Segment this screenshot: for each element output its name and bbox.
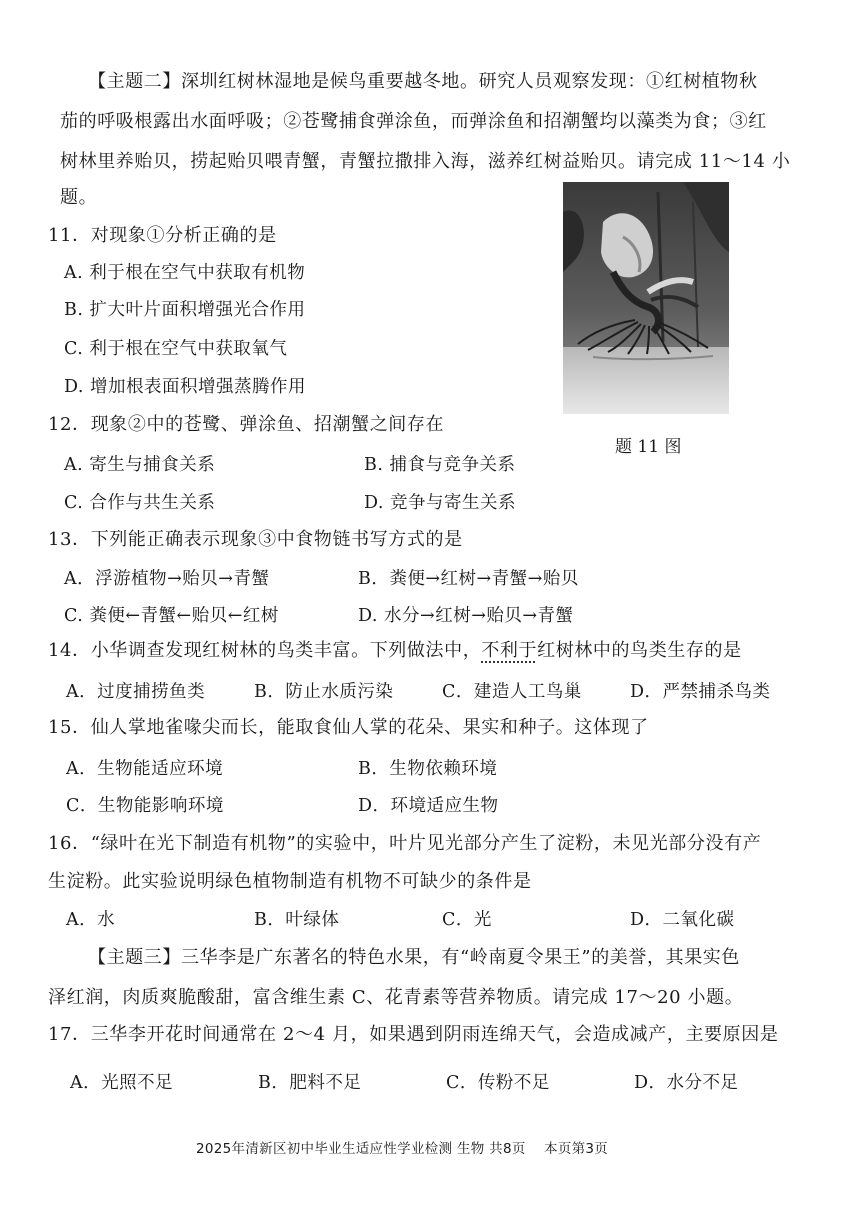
q14-emphasis-text: 不利于: [481, 640, 538, 661]
q16-stem-line-1: 16．“绿叶在光下制造有机物”的实验中，叶片见光部分产生了淀粉，未见光部分没有产: [48, 833, 762, 854]
q13-stem: 13．下列能正确表示现象③中食物链书写方式的是: [48, 529, 463, 550]
q17-stem: 17．三华李开花时间通常在 2～4 月，如果遇到阴雨连绵天气，会造成减产，主要原因是: [48, 1024, 779, 1045]
q14-option-c: C．建造人工鸟巢: [442, 682, 582, 702]
theme2-line-1: 【主题二】深圳红树林湿地是候鸟重要越冬地。研究人员观察发现：①红树植物秋: [88, 71, 758, 92]
q17-option-a: A．光照不足: [70, 1073, 174, 1093]
figure-caption: 题 11 图: [615, 437, 682, 457]
q17-option-d: D．水分不足: [634, 1073, 739, 1093]
q17-option-c: C．传粉不足: [446, 1073, 550, 1093]
q16-option-b: B．叶绿体: [254, 910, 340, 930]
theme3-line-2: 泽红润，肉质爽脆酸甜，富含维生素 C、花青素等营养物质。请完成 17～20 小题。: [48, 987, 744, 1008]
q14-stem-post: 红树林中的鸟类生存的是: [537, 640, 742, 661]
theme2-line-4: 题。: [60, 187, 98, 208]
q14-emphasis: [481, 640, 537, 661]
q15-option-d: D．环境适应生物: [358, 796, 499, 816]
page-footer: 2025年清新区初中毕业生适应性学业检测 生物 共8页 本页第3页: [196, 1141, 609, 1157]
q11-option-a: A. 利于根在空气中获取有机物: [64, 263, 306, 283]
q11-stem: 11．对现象①分析正确的是: [48, 225, 277, 246]
q13-option-c: C. 粪便←青蟹←贻贝←红树: [64, 606, 279, 626]
q14-stem: [48, 640, 742, 662]
q16-stem-line-2: 生淀粉。此实验说明绿色植物制造有机物不可缺少的条件是: [48, 871, 532, 892]
q16-option-d: D．二氧化碳: [630, 910, 735, 930]
q12-stem: 12．现象②中的苍鹭、弹涂鱼、招潮蟹之间存在: [48, 414, 445, 435]
q11-option-d: D. 增加根表面积增强蒸腾作用: [64, 377, 307, 397]
q14-stem-pre: 14．小华调查发现红树林的鸟类丰富。下列做法中，: [48, 640, 482, 661]
theme2-line-2: 茄的呼吸根露出水面呼吸；②苍鹭捕食弹涂鱼，而弹涂鱼和招潮蟹均以藻类为食；③红: [60, 111, 767, 132]
q15-option-b: B．生物依赖环境: [358, 759, 498, 779]
q12-option-c: C. 合作与共生关系: [64, 493, 216, 513]
q14-option-a: A．过度捕捞鱼类: [66, 682, 206, 702]
q12-option-b: B. 捕食与竞争关系: [364, 455, 516, 475]
q12-option-d: D. 竞争与寄生关系: [364, 493, 517, 513]
q13-option-a: A．浮游植物→贻贝→青蟹: [64, 569, 270, 589]
q14-option-d: D．严禁捕杀鸟类: [630, 682, 771, 702]
q13-option-b: B．粪便→红树→青蟹→贻贝: [358, 569, 579, 589]
q15-option-a: A．生物能适应环境: [66, 759, 224, 779]
q16-option-a: A．水: [66, 910, 116, 930]
q12-option-a: A. 寄生与捕食关系: [64, 455, 216, 475]
q11-option-c: C. 利于根在空气中获取氧气: [64, 339, 288, 359]
q15-stem: 15．仙人掌地雀喙尖而长，能取食仙人掌的花朵、果实和种子。这体现了: [48, 717, 649, 738]
theme2-line-3: 树林里养贻贝，捞起贻贝喂青蟹，青蟹拉撒排入海，滋养红树益贻贝。请完成 11～14 小: [60, 151, 791, 172]
mangrove-photo: [563, 182, 729, 414]
q13-option-d: D. 水分→红树→贻贝→青蟹: [358, 606, 574, 626]
mangrove-photo-icon: [563, 182, 729, 414]
q11-option-b: B. 扩大叶片面积增强光合作用: [64, 300, 306, 320]
q17-option-b: B．肥料不足: [258, 1073, 362, 1093]
theme3-line-1: 【主题三】三华李是广东著名的特色水果，有“岭南夏令果王”的美誉，其果实色: [88, 947, 741, 968]
q15-option-c: C．生物能影响环境: [66, 796, 224, 816]
q14-option-b: B．防止水质污染: [254, 682, 394, 702]
q16-option-c: C．光: [442, 910, 492, 930]
